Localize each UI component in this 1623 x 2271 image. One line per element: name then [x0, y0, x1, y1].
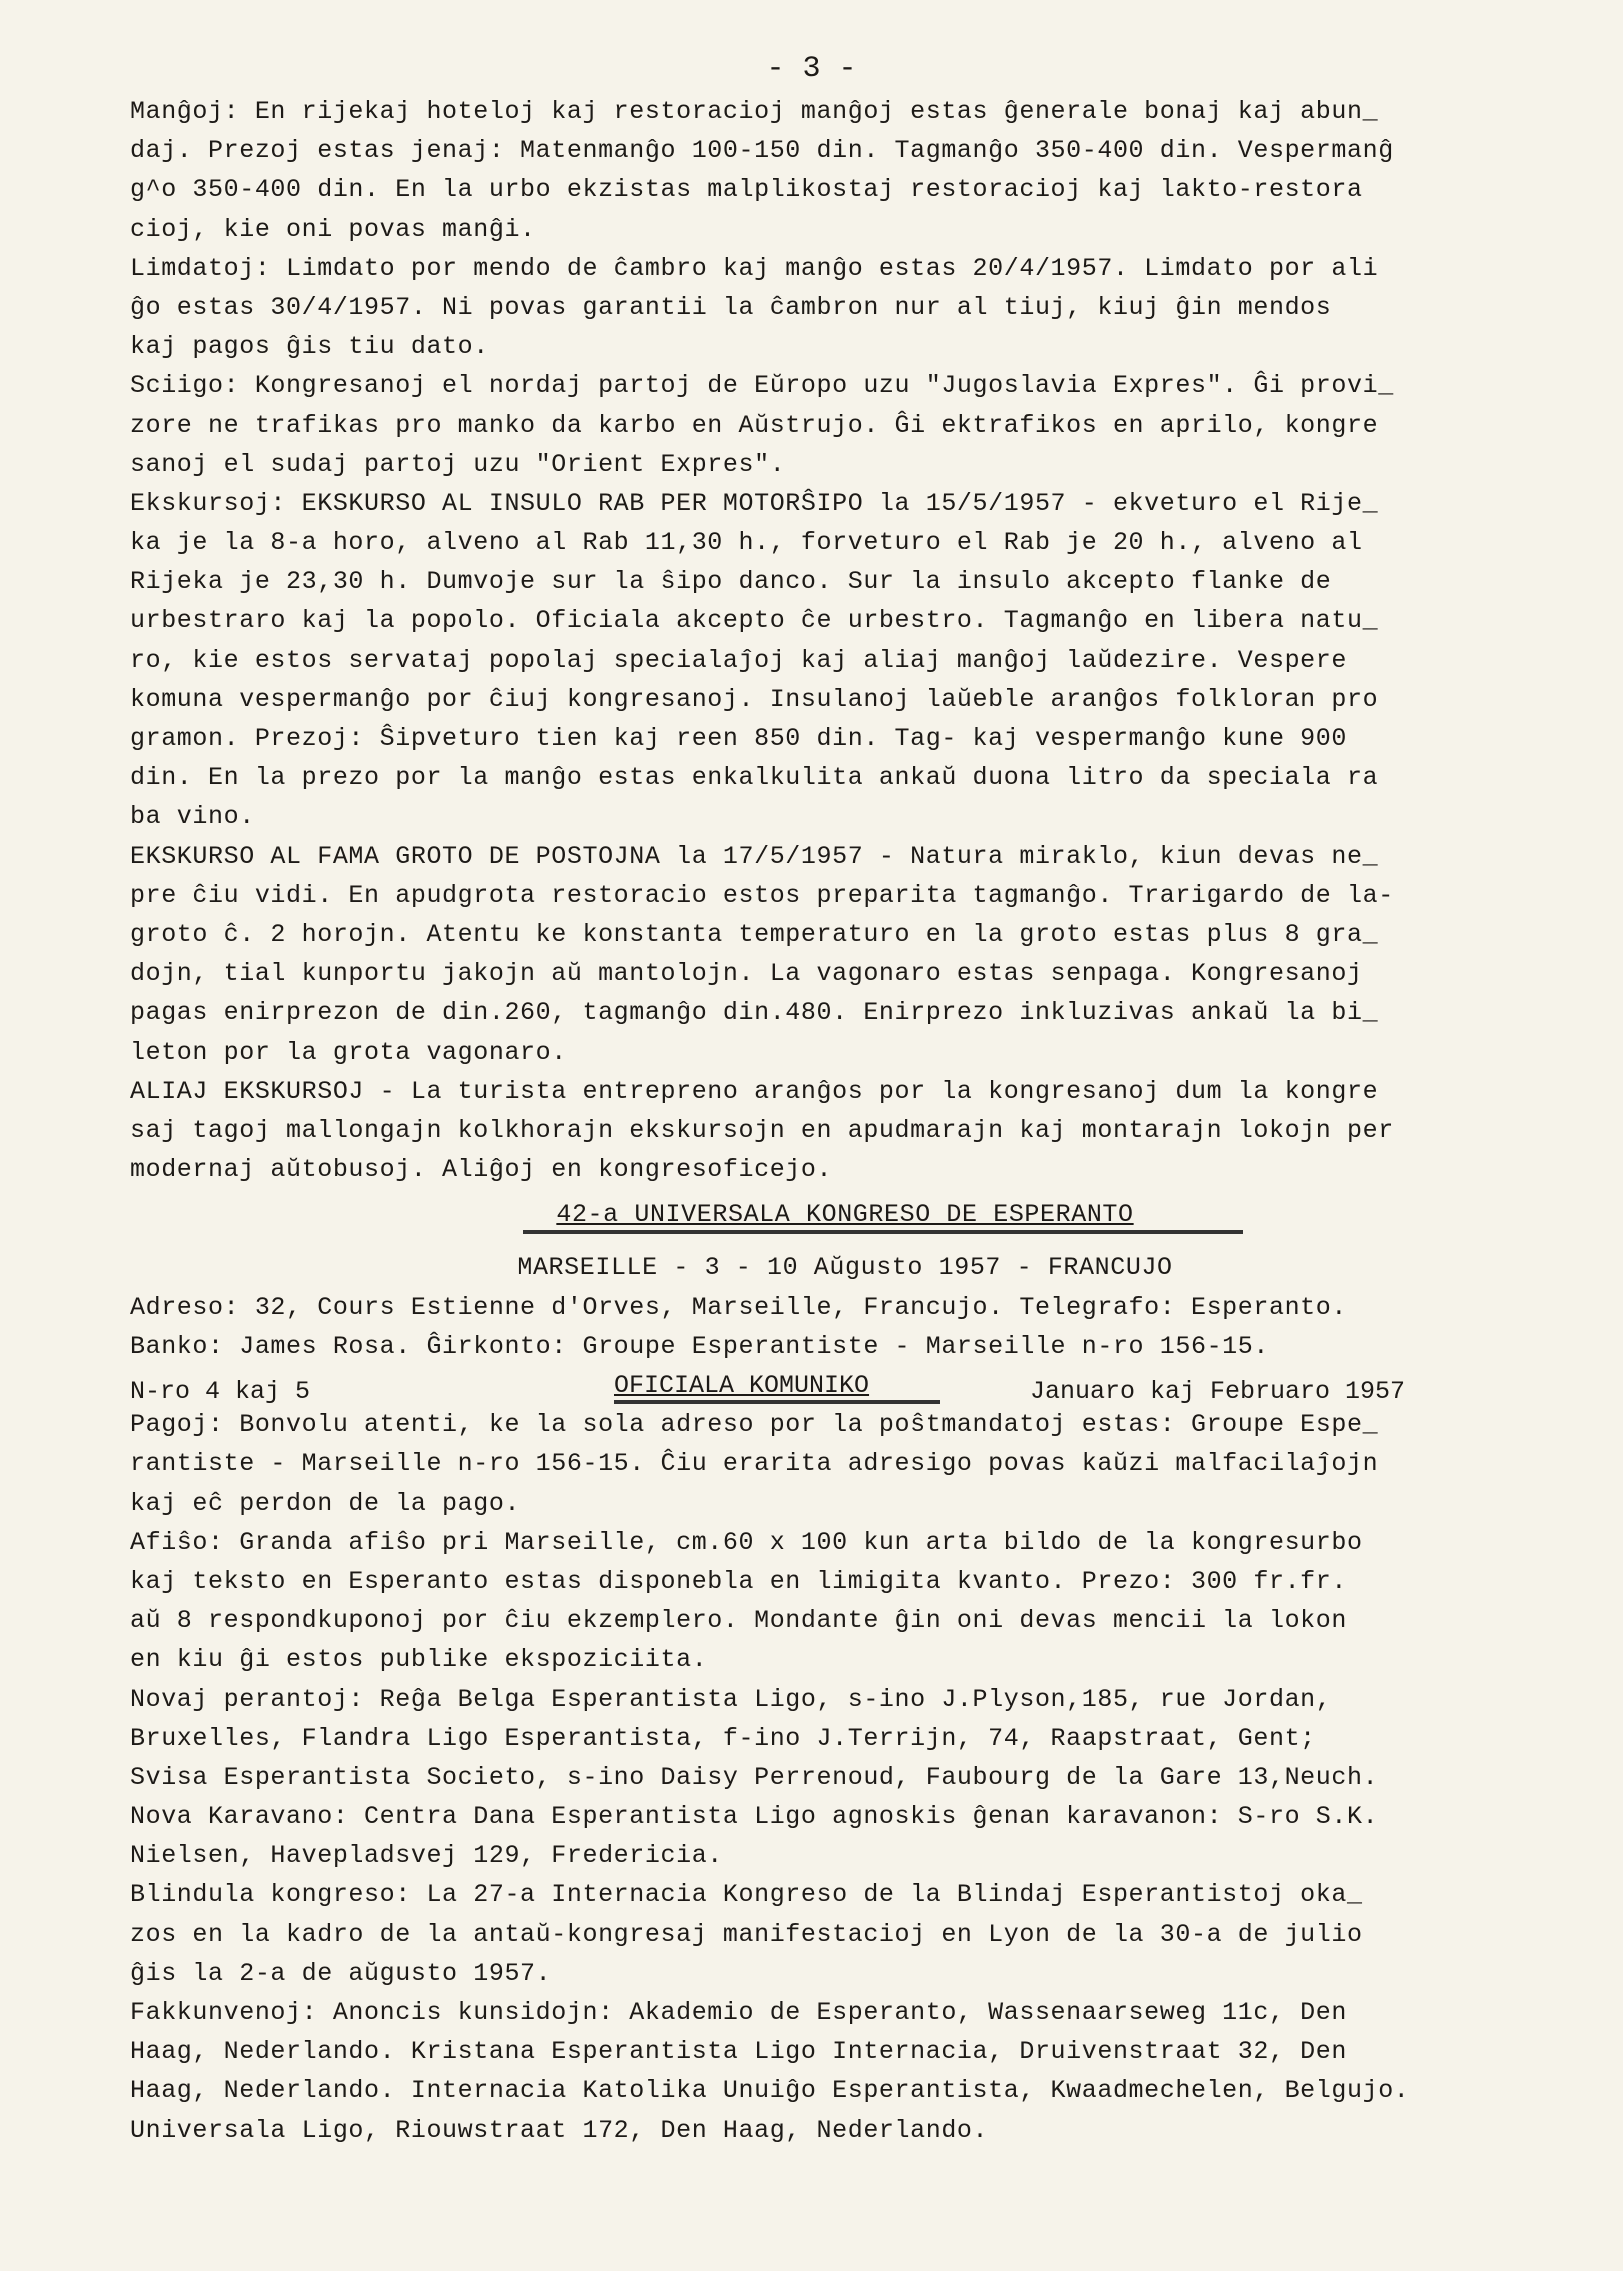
double-rule-short	[614, 1400, 940, 1404]
text-line: gramon. Prezoj: Ŝipveturo tien kaj reen 850 din. Tag- kaj vespermanĝo kune 900	[130, 724, 1347, 753]
text-line: Limdatoj: Limdato por mendo de ĉambro kaj manĝo estas 20/4/1957. Limdato por ali	[130, 253, 1379, 283]
page-number: - 3 -	[766, 52, 857, 86]
text-line: zos en la kadro de la antaŭ-kongresaj manifestacioj en Lyon de la 30-a de julio	[130, 1919, 1363, 1949]
issue-date: Januaro kaj Februaro 1957	[1030, 1377, 1406, 1406]
text-line: Rijeka je 23,30 h. Dumvoje sur la ŝipo danco. Sur la insulo akcepto flanke de	[130, 567, 1332, 597]
text-line: groto ĉ. 2 horojn. Atentu ke konstanta temperaturo en la groto estas plus 8 gra_	[130, 919, 1379, 949]
text-line: dojn, tial kunportu jakojn aŭ mantolojn. La vagonaro estas senpaga. Kongresanoj	[130, 959, 1363, 989]
text-line: ba vino.	[130, 802, 255, 832]
text-line: komuna vespermanĝo por ĉiuj kongresanoj. Insulanoj laŭeble aranĝos folkloran pro	[130, 684, 1379, 714]
text-line: Nova Karavano: Centra Dana Esperantista Ligo agnoskis ĝenan karavanon: S-ro S.K.	[130, 1802, 1379, 1832]
congress-bank: Banko: James Rosa. Ĝirkonto: Groupe Esperantiste - Marseille n-ro 156-15.	[130, 1331, 1269, 1361]
text-line: kaj teksto en Esperanto estas disponebla en limigita kvanto. Prezo: 300 fr.fr.	[130, 1566, 1347, 1596]
text-line: Universala Ligo, Riouwstraat 172, Den Haag, Nederlando.	[130, 2115, 989, 2145]
document-body	[130, 92, 1560, 2150]
text-line: Pagoj: Bonvolu atenti, ke la sola adreso por la poŝtmandatoj estas: Groupe Espe_	[130, 1410, 1379, 1440]
text-line: ĝis la 2-a de aŭgusto 1957.	[130, 1958, 552, 1988]
text-line: Ekskursoj: EKSKURSO AL INSULO RAB PER MOTORŜIPO la 15/5/1957 - ekveturo el Rije_	[130, 488, 1379, 518]
issue-number: N-ro 4 kaj 5	[130, 1377, 311, 1406]
text-line: ka je la 8-a horo, alveno al Rab 11,30 h., forveturo el Rab je 20 h., alveno al	[130, 528, 1363, 558]
text-line: Fakkunvenoj: Anoncis kunsidojn: Akademio de Esperanto, Wassenaarseweg 11c, Den	[130, 1998, 1347, 2027]
text-line: zore ne trafikas pro manko da karbo en Aŭstrujo. Ĝi ektrafikos en aprilo, kongre	[130, 410, 1379, 440]
text-line: EKSKURSO AL FAMA GROTO DE POSTOJNA la 17/5/1957 - Natura miraklo, kiun devas ne_	[130, 841, 1379, 871]
text-line: Nielsen, Havepladsvej 129, Fredericia.	[130, 1841, 723, 1871]
section-komuniko	[130, 1405, 1560, 2150]
text-line: leton por la grota vagonaro.	[130, 1037, 567, 1067]
congress-address: Adreso: 32, Cours Estienne d'Orves, Marseille, Francujo. Telegrafo: Esperanto.	[130, 1292, 1347, 1322]
text-line: Haag, Nederlando. Kristana Esperantista Ligo Internacia, Druivenstraat 32, Den	[130, 2037, 1347, 2067]
text-line: cioj, kie oni povas manĝi.	[130, 214, 536, 244]
text-line: rantiste - Marseille n-ro 156-15. Ĉiu erarita adresigo povas kaŭzi malfacilaĵojn	[130, 1449, 1379, 1479]
text-line: Afiŝo: Granda afiŝo pri Marseille, cm.60 x 100 kun arta bildo de la kongresurbo	[130, 1527, 1363, 1557]
text-line: kaj pagos ĝis tiu dato.	[130, 332, 489, 362]
text-line: Manĝoj: En rijekaj hoteloj kaj restoracioj manĝoj estas ĝenerale bonaj kaj abun_	[130, 97, 1379, 126]
text-line: Blindula kongreso: La 27-a Internacia Kongreso de la Blindaj Esperantistoj oka_	[130, 1880, 1363, 1910]
text-line: ĝo estas 30/4/1957. Ni povas garantii la ĉambron nur al tiuj, kiuj ĝin mendos	[130, 292, 1332, 322]
text-line: Sciigo: Kongresanoj el nordaj partoj de Eŭropo uzu "Jugoslavia Expres". Ĝi provi_	[130, 371, 1394, 401]
text-line: Novaj perantoj: Reĝa Belga Esperantista Ligo, s-ino J.Plyson,185, rue Jordan,	[130, 1684, 1332, 1714]
text-line: ALIAJ EKSKURSOJ - La turista entrepreno aranĝos por la kongresanoj dum la kongre	[130, 1076, 1379, 1106]
text-line: din. En la prezo por la manĝo estas enkalkulita ankaŭ duona litro da speciala ra	[130, 763, 1379, 793]
text-line: urbestraro kaj la popolo. Oficiala akcepto ĉe urbestro. Tagmanĝo en libera natu_	[130, 606, 1379, 636]
text-line: daj. Prezoj estas jenaj: Matenmanĝo 100-150 din. Tagmanĝo 350-400 din. Vespermanĝ	[130, 136, 1394, 166]
text-line: en kiu ĝi estos publike ekspoziciita.	[130, 1645, 708, 1675]
text-line: Bruxelles, Flandra Ligo Esperantista, f-ino J.Terrijn, 74, Raapstraat, Gent;	[130, 1723, 1316, 1753]
congress-title: 42-a UNIVERSALA KONGRESO DE ESPERANTO	[556, 1200, 1134, 1230]
double-rule	[523, 1230, 1243, 1234]
text-line: Svisa Esperantista Societo, s-ino Daisy Perrenoud, Faubourg de la Gare 13,Neuch.	[130, 1762, 1379, 1792]
text-line: pre ĉiu vidi. En apudgrota restoracio estos preparita tagmanĝo. Trarigardo de la-	[130, 880, 1394, 910]
text-line: pagas enirprezon de din.260, tagmanĝo din.480. Enirprezo inkluzivas ankaŭ la bi_	[130, 998, 1379, 1028]
text-line: modernaj aŭtobusoj. Aliĝoj en kongresoficejo.	[130, 1155, 833, 1185]
text-line: g^o 350-400 din. En la urbo ekzistas malplikostaj restoracioj kaj lakto-restora	[130, 175, 1363, 205]
text-line: saj tagoj mallongajn kolkhorajn ekskursojn en apudmarajn kaj montarajn lokojn per	[130, 1115, 1394, 1145]
text-line: Haag, Nederlando. Internacia Katolika Unuiĝo Esperantista, Kwaadmechelen, Belgujo.	[130, 2076, 1410, 2106]
communique-title: OFICIALA KOMUNIKO	[614, 1371, 870, 1400]
congress-subtitle: MARSEILLE - 3 - 10 Aŭgusto 1957 - FRANCUJO	[517, 1253, 1173, 1283]
communique-header	[130, 1366, 1560, 1405]
section-kongreso-info	[130, 92, 1560, 1189]
text-line: aŭ 8 respondkuponoj por ĉiu ekzemplero. Mondante ĝin oni devas mencii la lokon	[130, 1606, 1347, 1636]
text-line: kaj eĉ perdon de la pago.	[130, 1488, 521, 1518]
text-line: ro, kie estos servataj popolaj specialaĵoj kaj aliaj manĝoj laŭdezire. Vespere	[130, 645, 1347, 675]
text-line: sanoj el sudaj partoj uzu "Orient Expres".	[130, 449, 786, 479]
